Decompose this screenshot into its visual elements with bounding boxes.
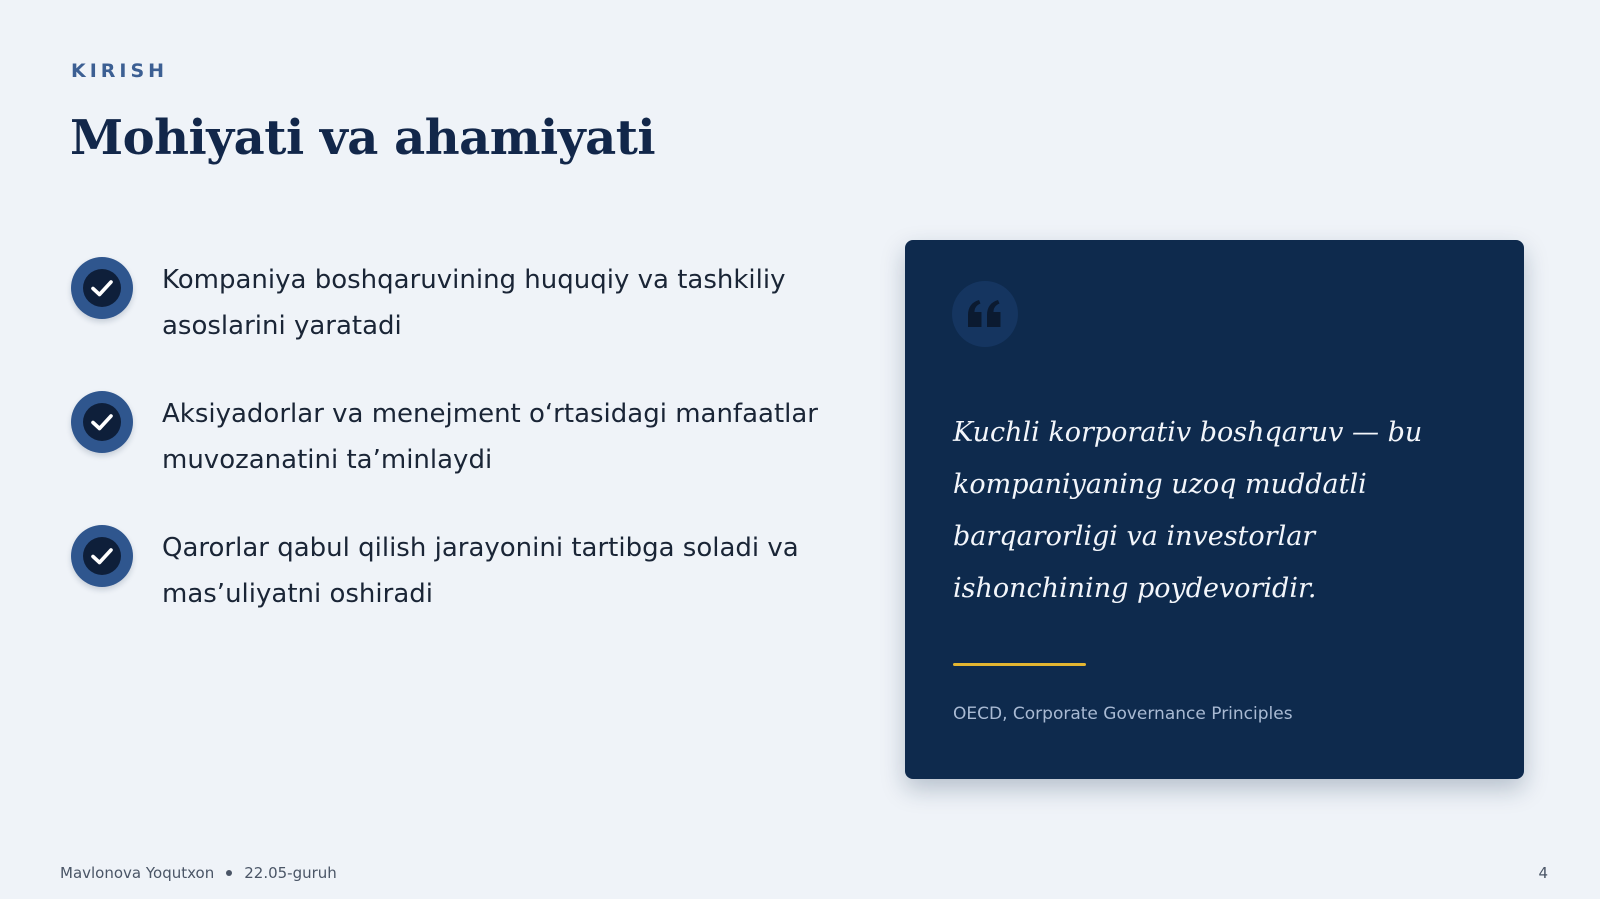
bullet-item xyxy=(71,525,851,659)
bullet-list xyxy=(71,257,851,659)
separator-dot xyxy=(226,870,232,876)
quote-text: Kuchli korporativ boshqaruv — bu kompaniyaning uzoq muddatli barqarorligi va investorlar ishonchining poydevoridir. xyxy=(953,417,1423,604)
quote-divider xyxy=(953,663,1086,666)
check-icon xyxy=(71,257,133,319)
quote-source: OECD, Corporate Governance Principles xyxy=(953,704,1293,724)
quote-icon xyxy=(952,281,1018,347)
section-eyebrow: KIRISH xyxy=(71,60,169,82)
bullet-text: Kompaniya boshqaruvining huquqiy va tashkiliy asoslarini yaratadi xyxy=(162,265,786,341)
check-icon xyxy=(71,525,133,587)
bullet-text: Aksiyadorlar va menejment o‘rtasidagi manfaatlar muvozanatini ta’minlaydi xyxy=(162,399,818,475)
footer-group: 22.05-guruh xyxy=(244,864,337,882)
footer xyxy=(60,864,337,882)
slide-title: Mohiyati va ahamiyati xyxy=(70,110,656,166)
check-icon xyxy=(71,391,133,453)
bullet-text: Qarorlar qabul qilish jarayonini tartibga soladi va mas’uliyatni oshiradi xyxy=(162,533,799,609)
bullet-item xyxy=(71,257,851,391)
footer-author: Mavlonova Yoqutxon xyxy=(60,864,215,882)
page-number: 4 xyxy=(1538,864,1548,882)
quote-card xyxy=(905,240,1524,779)
bullet-item xyxy=(71,391,851,525)
